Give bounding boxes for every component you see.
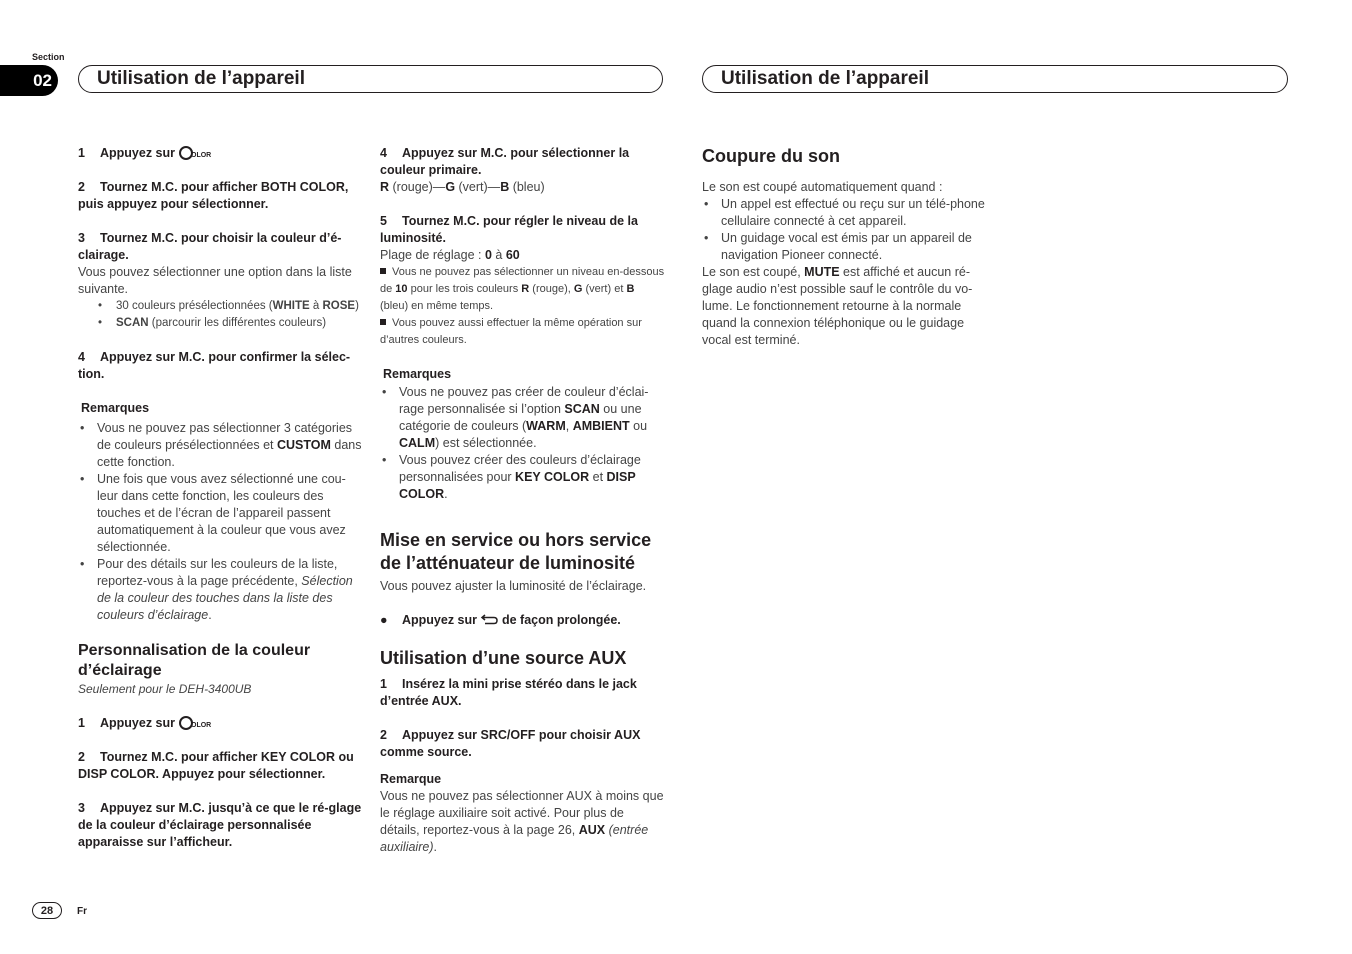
section-heading-mute: Coupure du son: [702, 146, 840, 166]
bullet-dot-icon: ●: [380, 613, 388, 627]
list-item: • Un appel est effectué ou reçu sur un télé-phone cellulaire connecté à cet appareil.: [702, 196, 990, 230]
list-item: • SCAN (parcourir les différentes couleurs): [78, 315, 363, 332]
page-title-left: Utilisation de l’appareil: [78, 65, 663, 93]
notes-heading: Remarques: [81, 401, 150, 415]
list-item: • 30 couleurs présélectionnées (WHITE à ROSE): [78, 298, 363, 315]
step-3: 3 Tournez M.C. pour choisir la couleur d’é-clairage.: [78, 231, 342, 262]
list-item: • Vous ne pouvez pas sélectionner 3 catégories de couleurs présélectionnées et CUSTOM dans cette fonction.: [78, 420, 363, 471]
square-note-2: Vous pouvez aussi effectuer la même opération sur d’autres couleurs.: [380, 317, 642, 346]
custom-step-1: 1 Appuyez sur OLOR: [78, 716, 211, 730]
list-item: • Un guidage vocal est émis par un appareil de navigation Pioneer connecté.: [702, 230, 990, 264]
aux-note: Vous ne pouvez pas sélectionner AUX à moins que le réglage auxiliaire soit activé. Pour plus de détails, reportez-vous à la page 26, AUX (entrée auxiliaire).: [380, 789, 664, 854]
list-item: • Vous pouvez créer des couleurs d’éclairage personnalisées pour KEY COLOR et DISP COLOR.: [380, 452, 665, 503]
section-label: Section: [32, 52, 65, 62]
model-note: Seulement pour le DEH-3400UB: [78, 682, 252, 696]
mute-paragraph: Le son est coupé, MUTE est affiché et aucun ré-glage audio n’est possible sauf le contrôle du vo-lume. Le fonctionnement retourne à la normale quand la connexion téléphonique ou le guidage vocal est terminé.: [702, 265, 973, 347]
return-arrow-icon: [481, 613, 499, 625]
section-heading-dimmer: Mise en service ou hors service de l’atténuateur de luminosité: [380, 530, 652, 573]
aux-step-1: 1 Insérez la mini prise stéréo dans le jack d’entrée AUX.: [380, 677, 637, 708]
notes-list: [380, 384, 665, 503]
section-heading-aux: Utilisation d’une source AUX: [380, 648, 627, 668]
step-4-primary: 4 Appuyez sur M.C. pour sélectionner la couleur primaire.: [380, 146, 630, 177]
custom-step-3: 3 Appuyez sur M.C. jusqu’à ce que le ré-glage de la couleur d’éclairage personnalisée apparaisse sur l’afficheur.: [78, 801, 362, 849]
notes-heading: Remarques: [383, 367, 452, 381]
column-3: [702, 145, 990, 349]
step-1: 1 Appuyez sur OLOR: [78, 146, 211, 160]
svg-text:OLOR: OLOR: [190, 152, 211, 159]
list-item: • Une fois que vous avez sélectionné une cou-leur dans cette fonction, les couleurs des touches et de l’écran de l’appareil passent automatiquement à la couleur que vous avez sélectionnée.: [78, 471, 363, 556]
list-item: • Pour des détails sur les couleurs de la liste, reportez-vous à la page précédente, Sélection de la couleur des touches dans la liste des couleurs d’éclairage.: [78, 556, 363, 624]
mute-conditions-list: [702, 196, 990, 264]
step-2: 2 Tournez M.C. pour afficher BOTH COLOR, puis appuyez pour sélectionner.: [78, 180, 349, 211]
step-3-description: Vous pouvez sélectionner une option dans la liste suivante.: [78, 265, 352, 296]
section-heading-custom-color: Personnalisation de la couleur d’éclairage: [78, 642, 311, 679]
notes-list: [78, 420, 363, 624]
section-number-badge: 02: [0, 65, 58, 96]
svg-text:OLOR: OLOR: [190, 722, 211, 729]
step-5-brightness: 5 Tournez M.C. pour régler le niveau de la luminosité.: [380, 214, 638, 245]
column-1: [78, 145, 363, 851]
square-bullet-icon: [380, 268, 386, 274]
color-button-icon: [179, 716, 209, 730]
custom-step-2: 2 Tournez M.C. pour afficher KEY COLOR ou DISP COLOR. Appuyez pour sélectionner.: [78, 750, 354, 781]
mute-intro: Le son est coupé automatiquement quand :: [702, 180, 943, 194]
adjust-range: Plage de réglage : 0 à 60: [380, 248, 520, 262]
column-2: [380, 145, 665, 856]
color-button-icon: [179, 146, 209, 160]
square-bullet-icon: [380, 319, 386, 325]
list-item: • Vous ne pouvez pas créer de couleur d’éclai-rage personnalisée si l’option SCAN ou une catégorie de couleurs (WARM, AMBIENT ou CALM) est sélectionnée.: [380, 384, 665, 452]
color-options-list: [78, 298, 363, 332]
aux-step-2: 2 Appuyez sur SRC/OFF pour choisir AUX comme source.: [380, 728, 641, 759]
page-number: 28: [32, 902, 62, 919]
primary-colors: R (rouge)—G (vert)—B (bleu): [380, 180, 545, 194]
step-4: 4 Appuyez sur M.C. pour confirmer la sélec-tion.: [78, 350, 351, 381]
dimmer-step: ● Appuyez sur de façon prolongée.: [380, 613, 621, 627]
page-title-right: Utilisation de l’appareil: [702, 65, 1288, 93]
language-label: Fr: [77, 906, 87, 917]
square-note-1: Vous ne pouvez pas sélectionner un niveau en-dessous de 10 pour les trois couleurs R (rouge), G (vert) et B (bleu) en même temps.: [380, 266, 665, 312]
dimmer-description: Vous pouvez ajuster la luminosité de l’éclairage.: [380, 579, 647, 593]
aux-note-heading: Remarque: [380, 772, 442, 786]
